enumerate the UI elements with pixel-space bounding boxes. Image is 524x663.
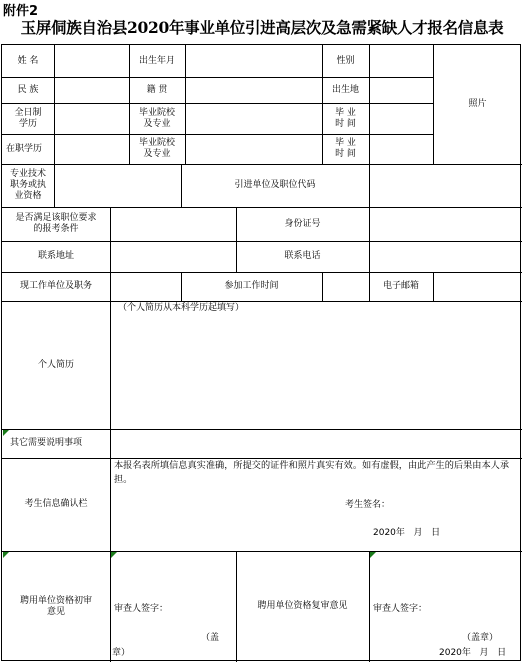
label-address: 联系地址 xyxy=(37,251,74,261)
label-birthplace: 出生地 xyxy=(331,84,359,95)
confirmation-statement: 本报名表所填信息真实准确，所提交的证件和照片真实有效。如有虚假，由此产生的后果由本人承担。 xyxy=(114,460,510,485)
grid-line xyxy=(110,207,111,272)
review-date: 2020年 月 日 xyxy=(439,648,507,658)
grid-line xyxy=(433,272,434,301)
label-post-code: 引进单位及职位代码 xyxy=(234,180,316,190)
grid-line xyxy=(369,207,370,272)
stamp2: （盖章） xyxy=(462,633,499,643)
reviewer2-signature: 审查人签字： xyxy=(373,604,428,614)
label-employer: 现工作单位及职务 xyxy=(19,281,92,291)
label-resume: 个人简历 xyxy=(37,359,74,370)
stamp1-bottom: 章） xyxy=(112,648,131,658)
label-inservice-school: 毕业院校 及专业 xyxy=(138,138,175,159)
registration-form-table xyxy=(1,44,521,661)
label-native-place: 籍 贯 xyxy=(146,84,168,95)
resume-hint: （个人简历从本科学历起填写） xyxy=(118,303,245,313)
grid-line xyxy=(369,164,370,207)
label-phone: 联系电话 xyxy=(284,251,321,261)
grid-line xyxy=(185,45,186,164)
reviewer1-signature: 审查人签字： xyxy=(114,604,169,614)
label-photo: 照片 xyxy=(468,99,487,109)
grid-line xyxy=(110,301,111,551)
label-work-start: 参加工作时间 xyxy=(224,281,279,291)
form-title: 玉屏侗族自治县2020年事业单位引进高层次及急需紧缺人才报名信息表 xyxy=(20,18,504,37)
label-ethnicity: 民 族 xyxy=(17,84,39,95)
label-gender: 性别 xyxy=(336,55,355,66)
label-confirmation: 考生信息确认栏 xyxy=(24,499,88,509)
label-second-review: 聘用单位资格复审意见 xyxy=(257,601,348,611)
grid-line xyxy=(54,164,55,207)
label-inservice-edu: 在职学历 xyxy=(6,143,43,154)
label-initial-review: 聘用单位资格初审 意见 xyxy=(19,595,92,617)
grid-line xyxy=(369,551,370,662)
label-fulltime-time: 毕 业 时 间 xyxy=(335,107,356,129)
signature-date: 2020年 月 日 xyxy=(373,528,441,538)
label-fulltime-school: 毕业院校 及专业 xyxy=(138,107,175,129)
label-email: 电子邮箱 xyxy=(382,281,419,291)
grid-line xyxy=(110,551,111,662)
label-fulltime-edu: 全日制 学历 xyxy=(14,107,42,129)
label-name: 姓 名 xyxy=(17,55,39,66)
attachment-label: 附件2 xyxy=(3,4,39,19)
label-title-qualification: 专业技术 职务或执 业资格 xyxy=(9,169,46,201)
corner-marker xyxy=(111,552,117,558)
label-notes: 其它需要说明事项 xyxy=(10,438,83,448)
label-birth: 出生年月 xyxy=(138,55,175,66)
grid-line xyxy=(369,45,370,164)
applicant-signature: 考生签名： xyxy=(345,500,391,510)
corner-marker xyxy=(370,552,376,558)
grid-line xyxy=(110,272,111,301)
grid-line xyxy=(322,272,323,301)
label-inservice-time: 毕 业 时 间 xyxy=(335,138,356,159)
label-id-number: 身份证号 xyxy=(284,218,321,229)
label-meets-requirements: 是否满足该职位要求 的报考条件 xyxy=(15,213,97,234)
stamp1-top: （盖 xyxy=(201,633,220,643)
